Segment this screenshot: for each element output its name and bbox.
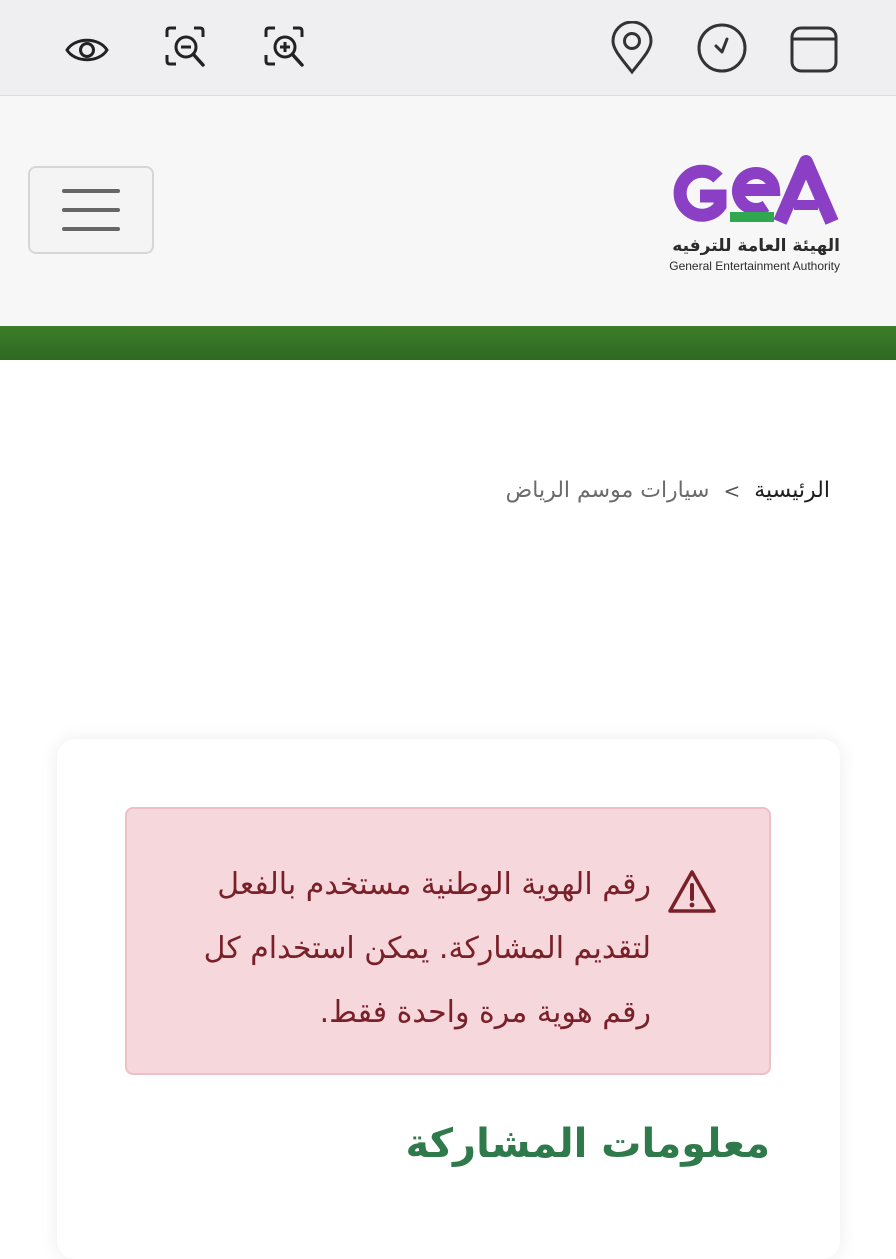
hamburger-menu-icon <box>62 187 120 233</box>
warning-icon <box>667 869 717 915</box>
header-accent-bar <box>0 326 896 360</box>
top-toolbar <box>0 0 896 96</box>
error-alert <box>125 807 771 1075</box>
site-header <box>0 96 896 326</box>
menu-button[interactable] <box>28 166 154 254</box>
location-icon[interactable] <box>604 20 660 76</box>
participation-card <box>57 739 840 1259</box>
view-icon[interactable] <box>59 22 115 78</box>
breadcrumb-home-link[interactable]: الرئيسية <box>754 478 830 503</box>
breadcrumb <box>506 478 830 503</box>
breadcrumb-separator: > <box>723 478 741 503</box>
logo-arabic-text: الهيئة العامة للترفيه <box>672 236 840 256</box>
zoom-out-icon[interactable] <box>159 20 215 76</box>
calendar-icon[interactable] <box>786 20 842 76</box>
section-title: معلومات المشاركة <box>405 1121 770 1167</box>
gea-logo[interactable] <box>662 148 842 278</box>
logo-english-text: General Entertainment Authority <box>669 259 840 273</box>
clock-icon[interactable] <box>694 20 750 76</box>
breadcrumb-current: سيارات موسم الرياض <box>505 478 710 503</box>
alert-message: رقم الهوية الوطنية مستخدم بالفعل لتقديم المشاركة. يمكن استخدام كل رقم هوية مرة واحدة فقط. <box>203 867 651 1030</box>
zoom-in-icon[interactable] <box>258 20 314 76</box>
gea-logo-mark <box>666 148 842 230</box>
